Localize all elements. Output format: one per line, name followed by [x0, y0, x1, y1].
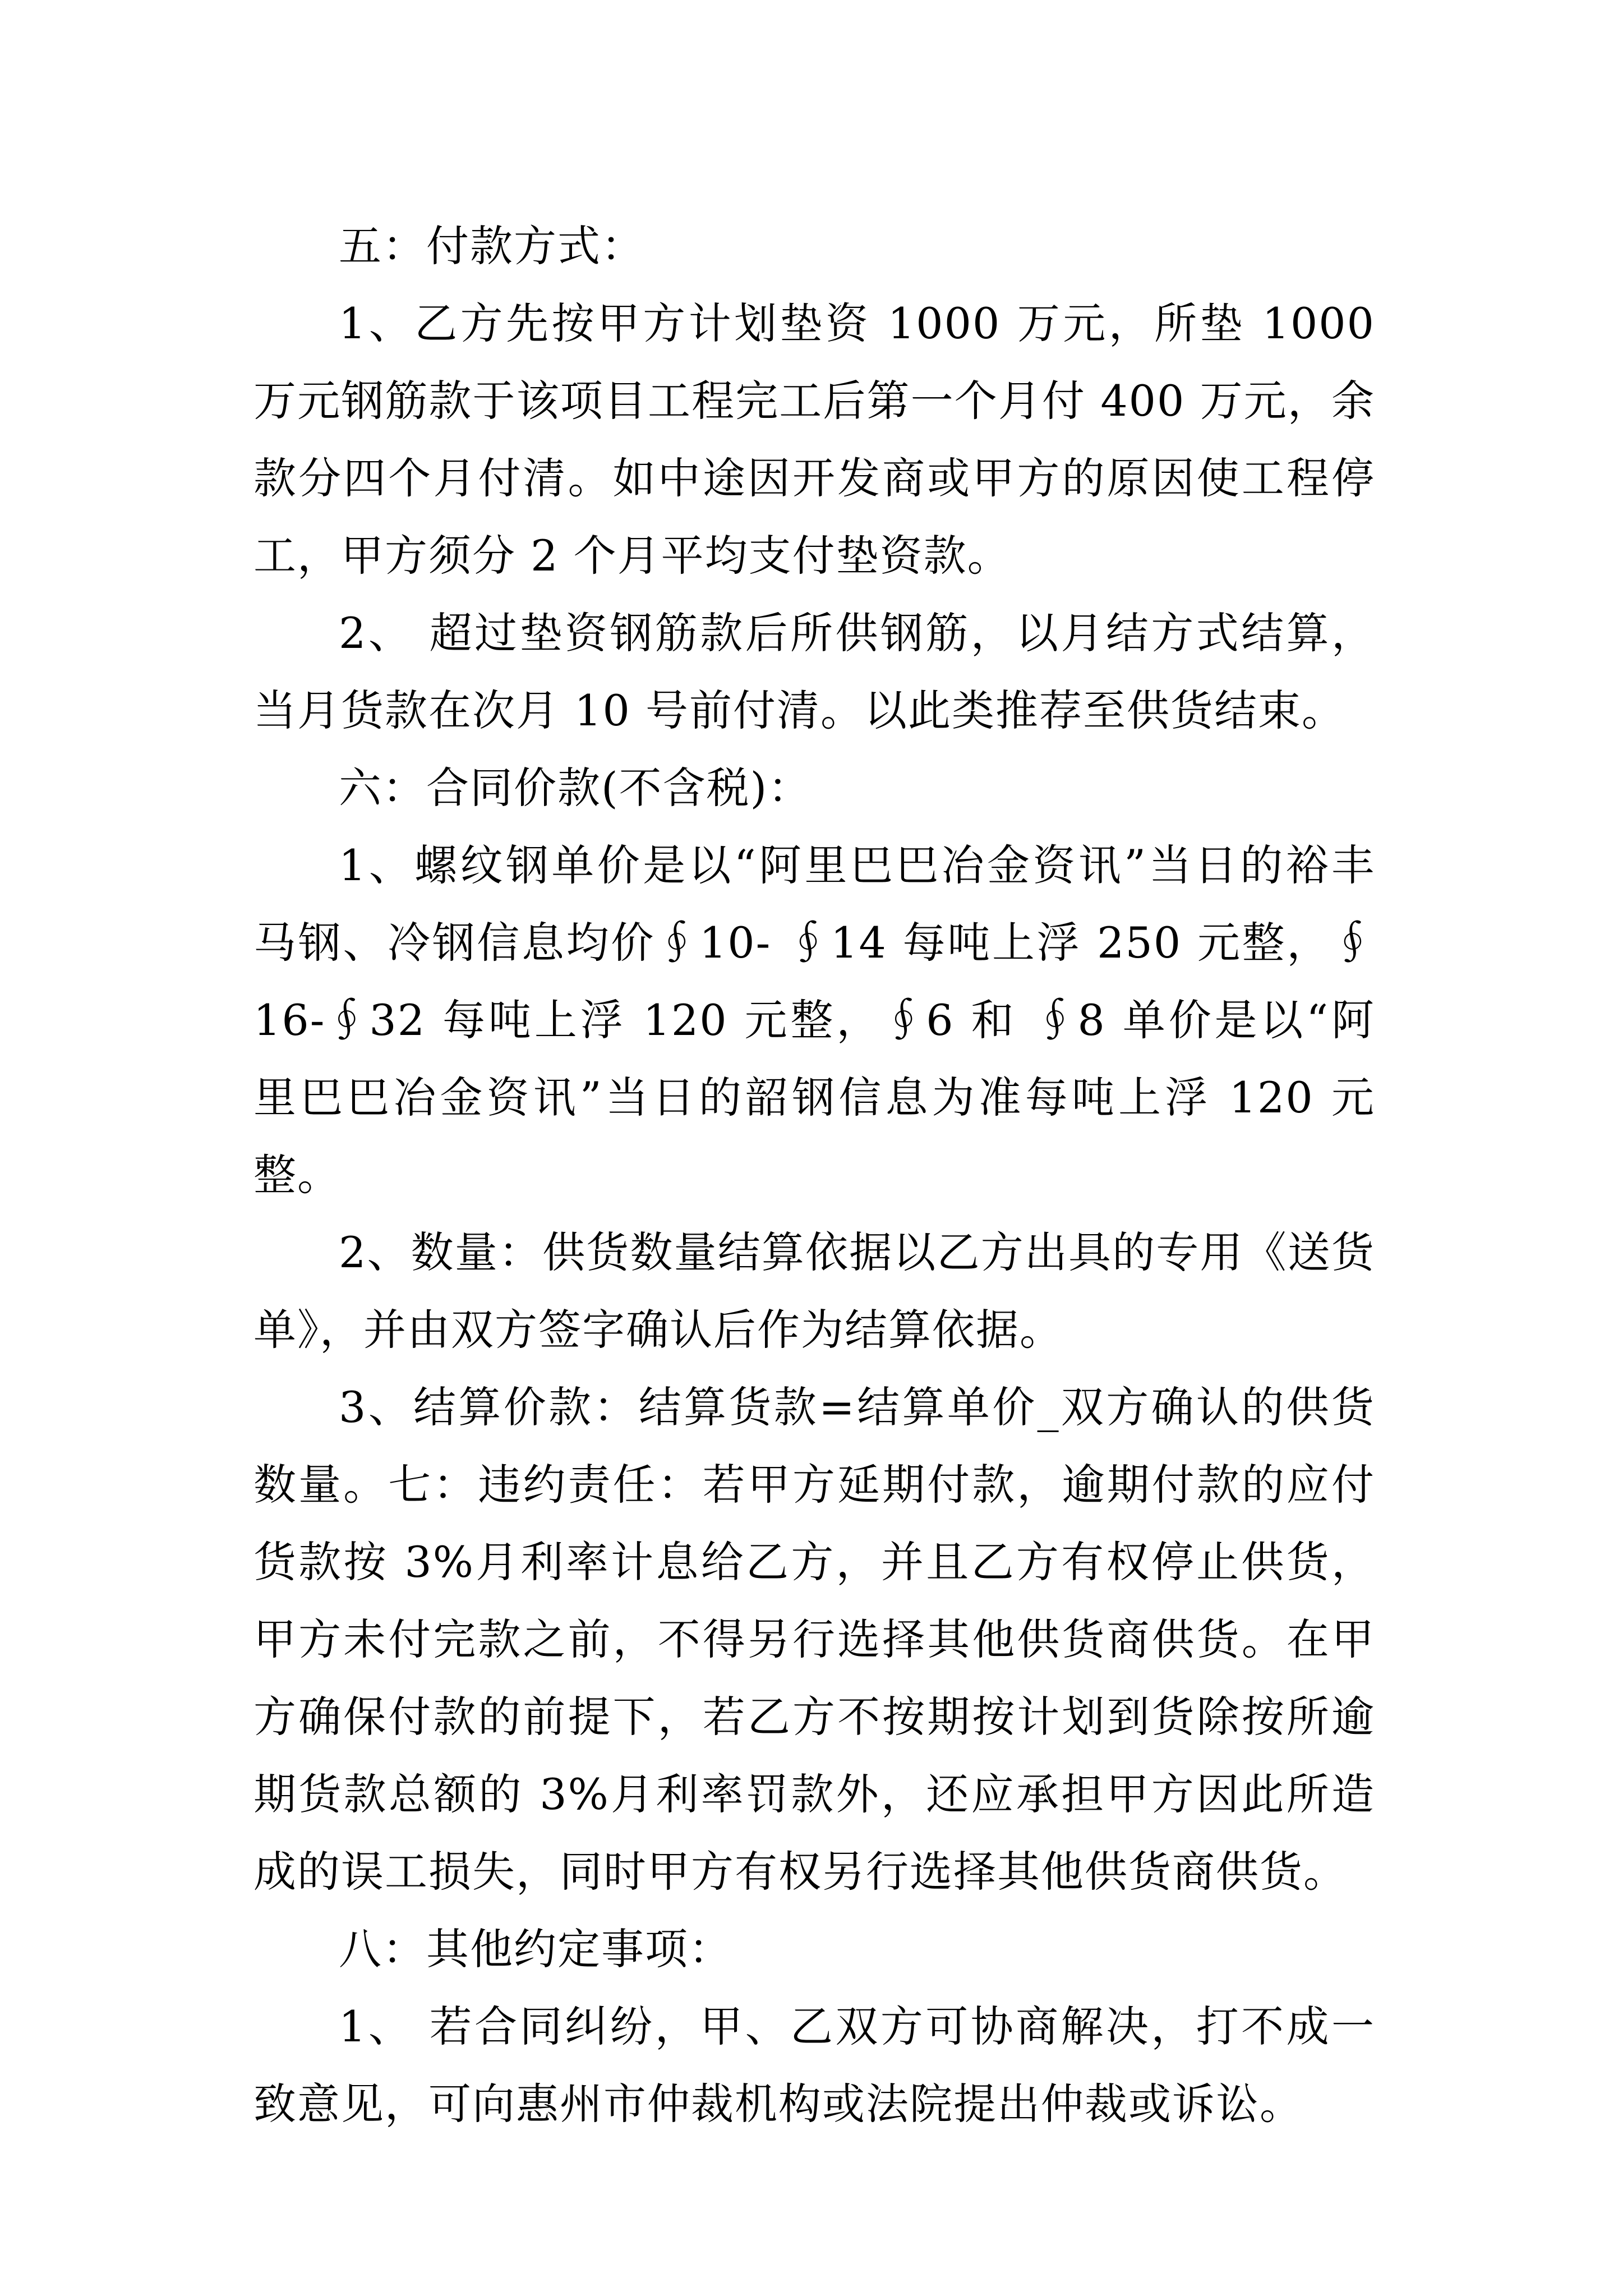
price-clause-1: 1、螺纹钢单价是以“阿里巴巴冶金资讯”当日的裕丰马钢、冷钢信息均价∮10- ∮14 每吨上浮 250 元整，∮16-∮32 每吨上浮 120 元整，∮6 和 ∮8 单价是以“阿里巴巴冶金资讯”当日的韶钢信息为准每吨上浮 120 元整。: [253, 840, 1375, 1200]
section-heading-other-matters: 八：其他约定事项：: [339, 1924, 732, 1974]
section-heading-payment-method: 五：付款方式：: [339, 221, 645, 271]
payment-clause-2: 2、 超过垫资钢筋款后所供钢筋，以月结方式结算，当月货款在次月 10 号前付清。以此类推荐至供货结束。: [253, 608, 1375, 735]
other-matters-clause-1: 1、 若合同纠纷，甲、乙双方可协商解决，打不成一致意见，可向惠州市仲裁机构或法院提出仲裁或诉讼。: [253, 2001, 1375, 2129]
payment-clause-1: 1、乙方先按甲方计划垫资 1000 万元，所垫 1000 万元钢筋款于该项目工程完工后第一个月付 400 万元，余款分四个月付清。如中途因开发商或甲方的原因使工程停工，甲方须分 2 个月平均支付垫资款。: [253, 298, 1375, 581]
document-body: [253, 208, 1375, 2143]
price-clause-3-and-breach-liability: 3、结算价款：结算货款=结算单价_双方确认的供货数量。七：违约责任：若甲方延期付款，逾期付款的应付货款按 3%月利率计息给乙方，并且乙方有权停止供货，甲方未付完款之前，不得另行选择其他供货商供货。在甲方确保付款的前提下，若乙方不按期按计划到货除按所逾期货款总额的 3%月利率罚款外，还应承担甲方因此所造成的误工损失，同时甲方有权另行选择其他供货商供货。: [253, 1382, 1375, 1897]
section-heading-contract-price: 六：合同价款(不含税)：: [339, 763, 812, 813]
price-clause-2: 2、数量：供货数量结算依据以乙方出具的专用《送货单》，并由双方签字确认后作为结算依据。: [253, 1227, 1375, 1355]
